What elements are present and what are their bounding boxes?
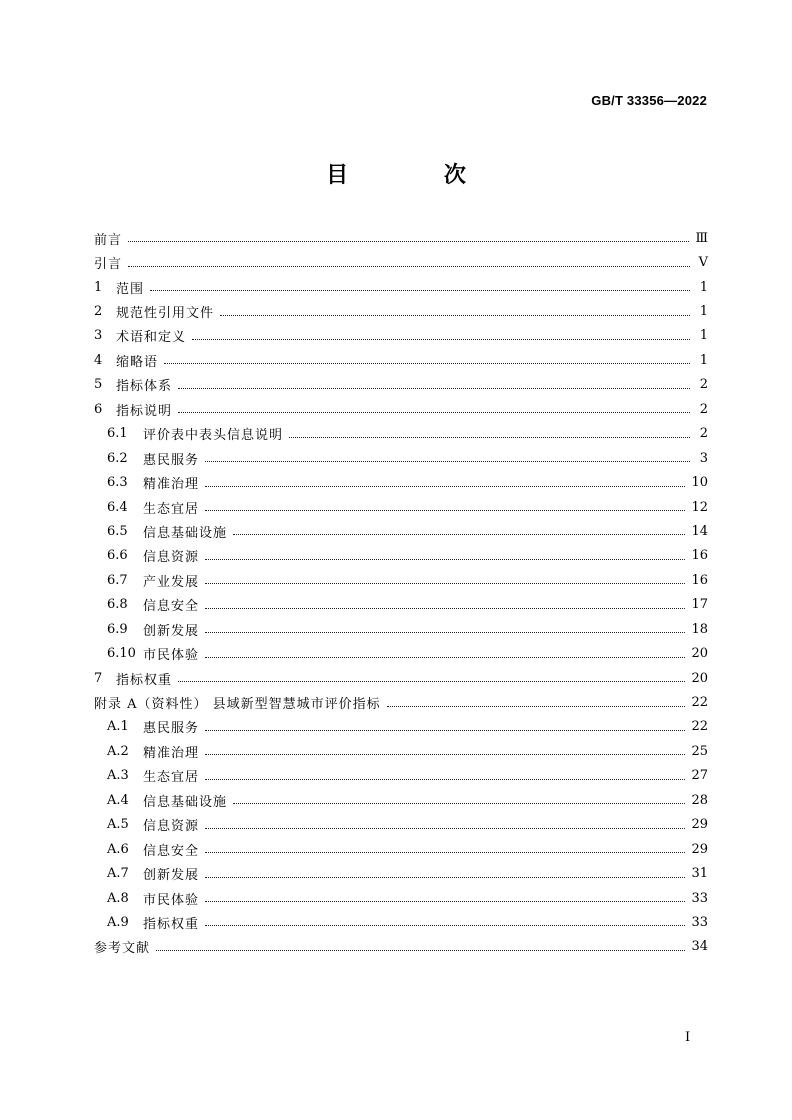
toc-entry[interactable]	[94, 837, 708, 861]
dot-leader	[205, 778, 685, 780]
toc-entry-page: 10	[691, 475, 708, 491]
toc-entry-label: 信息基础设施	[143, 525, 228, 541]
dot-leader	[150, 289, 690, 291]
toc-entry-page: 17	[691, 597, 708, 613]
toc-entry-page: 25	[691, 743, 708, 759]
page-number: I	[685, 1030, 691, 1045]
toc-entry-number: 6.7	[107, 572, 128, 588]
toc-entry-page: 2	[699, 377, 708, 393]
toc-entry-page: 29	[691, 841, 708, 857]
dot-leader	[233, 533, 685, 535]
toc-entry-label: 缩略语	[116, 354, 159, 370]
standard-code: GB/T 33356—2022	[591, 93, 707, 108]
toc-entry-page: 1	[699, 328, 708, 344]
toc-entry[interactable]	[94, 715, 708, 739]
toc-entry-label: 精准治理	[143, 477, 200, 493]
toc-entry-label: 惠民服务	[143, 452, 200, 468]
toc-entry-page: 18	[691, 621, 708, 637]
toc-entry-label: 术语和定义	[116, 330, 187, 346]
dot-leader	[178, 680, 685, 682]
toc-entry-number: 6.3	[107, 475, 128, 491]
dot-leader	[205, 729, 685, 731]
dot-leader	[205, 656, 685, 658]
toc-entry[interactable]	[94, 422, 708, 446]
dot-leader	[205, 753, 685, 755]
dot-leader	[205, 485, 685, 487]
toc-entry-label: 产业发展	[143, 574, 200, 590]
toc-entry-page: 31	[691, 866, 708, 882]
toc-entry-label: 市民体验	[143, 648, 200, 664]
toc-entry-label: 评价表中表头信息说明	[143, 428, 284, 444]
toc-entry-page: 29	[691, 817, 708, 833]
toc-entry-label: 生态宜居	[143, 501, 200, 517]
dot-leader	[128, 265, 690, 267]
page-title: 目 次	[326, 162, 510, 188]
dot-leader	[205, 460, 690, 462]
toc-entry-number: 7	[94, 670, 103, 686]
dot-leader	[164, 362, 690, 364]
toc-entry-label: 创新发展	[143, 623, 200, 639]
toc-entry[interactable]	[94, 764, 708, 788]
toc-entry-number: 6.8	[107, 597, 128, 613]
toc-entry-label: 信息安全	[143, 599, 200, 615]
toc-entry-page: 20	[691, 646, 708, 662]
toc-entry[interactable]	[94, 910, 708, 934]
toc-entry-label: 信息基础设施	[143, 794, 228, 810]
dot-leader	[289, 436, 690, 438]
toc-entry-label: 市民体验	[143, 892, 200, 908]
toc-entry-number: 6	[94, 401, 103, 417]
toc-entry-page: 33	[691, 890, 708, 906]
toc-entry[interactable]	[94, 641, 708, 665]
toc-entry-page: 16	[691, 572, 708, 588]
toc-entry[interactable]	[94, 275, 708, 299]
toc-entry-label: 指标权重	[116, 672, 173, 688]
dot-leader	[178, 387, 690, 389]
toc-entry-label: 参考文献	[94, 941, 151, 957]
toc-entry[interactable]	[94, 348, 708, 372]
toc-entry[interactable]	[94, 324, 708, 348]
toc-entry-number: A.9	[107, 914, 129, 930]
toc-entry-number: 6.5	[107, 523, 128, 539]
toc-entry-page: 27	[691, 768, 708, 784]
toc-entry-label: 前言	[94, 232, 123, 248]
toc-entry-label: 创新发展	[143, 868, 200, 884]
toc-entry-page: 14	[691, 523, 708, 539]
toc-entry-page: 3	[699, 450, 708, 466]
toc-entry-label: 信息安全	[143, 843, 200, 859]
dot-leader	[205, 900, 685, 902]
toc-entry-page: 22	[691, 719, 708, 735]
toc-entry-page: 34	[691, 939, 708, 955]
toc-entry[interactable]	[94, 593, 708, 617]
toc-entry-number: A.7	[107, 866, 129, 882]
toc-entry-number: 6.1	[107, 426, 128, 442]
toc-entry[interactable]	[94, 397, 708, 421]
toc-entry[interactable]	[94, 617, 708, 641]
toc-entry-label: 信息资源	[143, 819, 200, 835]
dot-leader	[205, 582, 685, 584]
toc-entry-number: A.6	[107, 841, 129, 857]
toc-entry-label: 指标权重	[143, 916, 200, 932]
toc-entry-page: 22	[691, 695, 708, 711]
dot-leader	[233, 802, 685, 804]
toc-entry[interactable]	[94, 373, 708, 397]
dot-leader	[178, 411, 690, 413]
toc-entry-page: 12	[691, 499, 708, 515]
toc-entry-number: 4	[94, 352, 103, 368]
toc-entry-number: 6.9	[107, 621, 128, 637]
toc-entry-number: 1	[94, 279, 103, 295]
dot-leader	[387, 705, 686, 707]
toc-entry-number: 6.2	[107, 450, 128, 466]
toc-entry-page: 28	[691, 792, 708, 808]
toc-entry-page: 33	[691, 914, 708, 930]
table-of-contents	[94, 226, 708, 959]
toc-entry-label: 引言	[94, 257, 123, 273]
dot-leader	[205, 924, 685, 926]
toc-entry[interactable]	[94, 495, 708, 519]
toc-entry-label: 附录 A（资料性） 县域新型智慧城市评价指标	[94, 697, 381, 713]
toc-entry[interactable]	[94, 739, 708, 763]
toc-entry[interactable]	[94, 226, 708, 250]
dot-leader	[156, 949, 685, 951]
toc-entry[interactable]	[94, 886, 708, 910]
toc-entry[interactable]	[94, 935, 708, 959]
dot-leader	[205, 558, 685, 560]
toc-entry[interactable]	[94, 788, 708, 812]
toc-entry-page: 1	[699, 352, 708, 368]
toc-entry[interactable]	[94, 470, 708, 494]
dot-leader	[205, 851, 685, 853]
toc-entry-label: 范围	[116, 281, 145, 297]
toc-entry[interactable]	[94, 568, 708, 592]
toc-entry-number: 6.6	[107, 548, 128, 564]
toc-entry-number: A.4	[107, 792, 129, 808]
dot-leader	[205, 876, 685, 878]
toc-entry-page: 2	[699, 426, 708, 442]
toc-entry-label: 指标体系	[116, 379, 173, 395]
toc-entry[interactable]	[94, 666, 708, 690]
toc-entry-number: A.1	[107, 719, 129, 735]
dot-leader	[205, 607, 685, 609]
toc-entry-label: 生态宜居	[143, 770, 200, 786]
toc-entry-label: 精准治理	[143, 745, 200, 761]
toc-entry-number: 5	[94, 377, 103, 393]
toc-entry-label: 惠民服务	[143, 721, 200, 737]
toc-entry-label: 指标说明	[116, 403, 173, 419]
dot-leader	[192, 338, 690, 340]
toc-entry[interactable]	[94, 861, 708, 885]
toc-entry-label: 规范性引用文件	[116, 306, 215, 322]
toc-entry-page: 16	[691, 548, 708, 564]
toc-entry-page: 1	[699, 304, 708, 320]
toc-entry[interactable]	[94, 250, 708, 274]
toc-entry-page: 1	[699, 279, 708, 295]
toc-entry[interactable]	[94, 519, 708, 543]
toc-entry[interactable]	[94, 690, 708, 714]
dot-leader	[128, 240, 689, 242]
toc-entry-page: Ⅲ	[695, 230, 708, 246]
toc-entry-number: A.5	[107, 817, 129, 833]
dot-leader	[220, 314, 690, 316]
dot-leader	[205, 827, 685, 829]
dot-leader	[205, 631, 685, 633]
toc-entry-number: 6.10	[107, 646, 136, 662]
toc-entry-page: Ⅴ	[698, 255, 708, 271]
toc-entry-number: A.2	[107, 743, 129, 759]
dot-leader	[205, 509, 685, 511]
toc-entry-number: A.3	[107, 768, 129, 784]
toc-entry[interactable]	[94, 813, 708, 837]
toc-entry[interactable]	[94, 544, 708, 568]
toc-entry-page: 20	[691, 670, 708, 686]
toc-entry-number: 3	[94, 328, 103, 344]
toc-entry-number: 6.4	[107, 499, 128, 515]
toc-entry[interactable]	[94, 299, 708, 323]
toc-entry-number: A.8	[107, 890, 129, 906]
toc-entry[interactable]	[94, 446, 708, 470]
toc-entry-page: 2	[699, 401, 708, 417]
toc-entry-label: 信息资源	[143, 550, 200, 566]
toc-entry-number: 2	[94, 304, 103, 320]
